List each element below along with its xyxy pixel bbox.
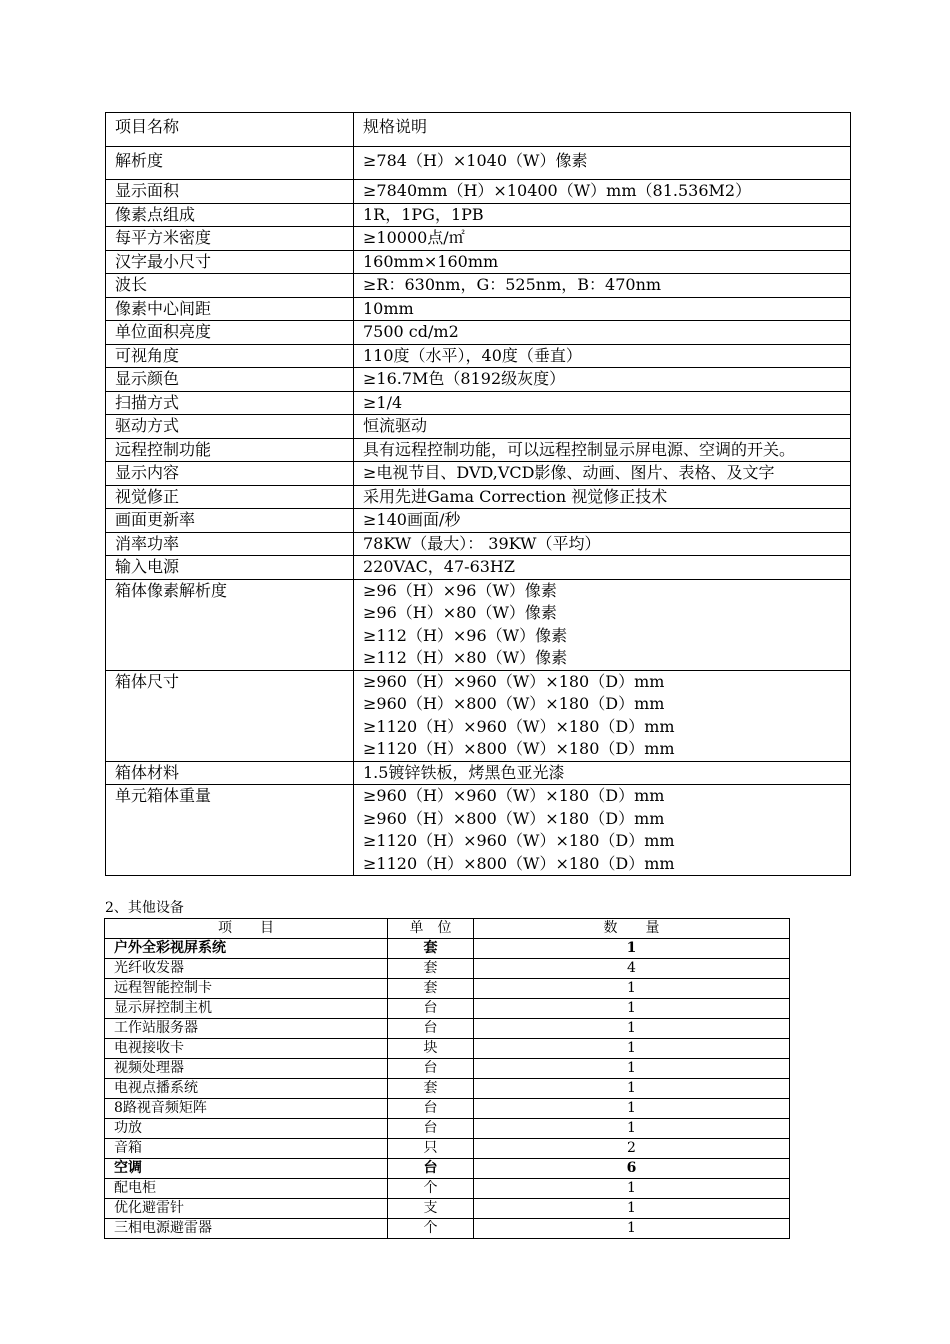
spec-row <box>106 509 851 533</box>
spec-item-name: 箱体材料 <box>106 761 354 785</box>
spec-item-value <box>354 321 851 345</box>
equipment-item-name: 三相电源避雷器 <box>105 1219 388 1239</box>
equipment-item-qty: 1 <box>474 1039 790 1059</box>
spec-item-value <box>354 180 851 204</box>
spec-item-value <box>354 462 851 486</box>
spec-value-line: 110度（水平），40度（垂直） <box>363 345 582 365</box>
spec-value-line: ≥R：630nm，G：525nm，B：470nm <box>363 275 662 294</box>
spec-item-value <box>354 203 851 227</box>
spec-value-line: ≥1120（H）×960（W）×180（D）mm <box>363 716 675 736</box>
spec-value-line: 具有远程控制功能，可以远程控制显示屏电源、空调的开关。 <box>363 439 796 459</box>
equipment-item-name: 8路视音频矩阵 <box>105 1099 388 1119</box>
equipment-item-name: 功放 <box>105 1119 388 1139</box>
equipment-row <box>105 1019 790 1039</box>
equipment-item-unit: 台 <box>388 1099 474 1119</box>
equipment-row <box>105 959 790 979</box>
equipment-item-name: 显示屏控制主机 <box>105 999 388 1019</box>
equipment-item-qty: 1 <box>474 1199 790 1219</box>
equipment-item-unit: 台 <box>388 999 474 1019</box>
spec-value-line: 220VAC，47-63HZ <box>363 557 516 576</box>
equipment-table <box>104 918 790 1239</box>
spec-item-value <box>354 532 851 556</box>
spec-table <box>105 112 851 876</box>
equipment-item-qty: 1 <box>474 1079 790 1099</box>
spec-item-value <box>354 670 851 761</box>
spec-value-line: ≥112（H）×80（W）像素 <box>363 648 568 667</box>
spec-row <box>106 227 851 251</box>
spec-table-body <box>106 113 851 876</box>
spec-row <box>106 438 851 462</box>
equipment-item-name: 视频处理器 <box>105 1059 388 1079</box>
spec-row <box>106 274 851 298</box>
equipment-row <box>105 1179 790 1199</box>
spec-header-row <box>106 113 851 147</box>
spec-item-value <box>354 485 851 509</box>
equipment-item-qty: 4 <box>474 959 790 979</box>
equipment-header-unit: 单 位 <box>388 919 474 939</box>
spec-item-name: 每平方米密度 <box>106 227 354 251</box>
equipment-row <box>105 979 790 999</box>
spec-item-name: 箱体尺寸 <box>106 670 354 761</box>
spec-item-value <box>354 415 851 439</box>
equipment-item-qty: 1 <box>474 1099 790 1119</box>
equipment-row <box>105 1039 790 1059</box>
spec-item-value <box>354 250 851 274</box>
equipment-item-name: 空调 <box>105 1159 388 1179</box>
equipment-header-item: 项 目 <box>105 919 388 939</box>
equipment-header-row <box>105 919 790 939</box>
equipment-item-unit: 台 <box>388 1059 474 1079</box>
spec-item-name: 可视角度 <box>106 344 354 368</box>
spec-item-value <box>354 274 851 298</box>
equipment-row <box>105 1139 790 1159</box>
spec-item-name: 单位面积亮度 <box>106 321 354 345</box>
spec-header-spec: 规格说明 <box>354 113 851 147</box>
spec-item-value <box>354 146 851 180</box>
equipment-item-qty: 1 <box>474 1059 790 1079</box>
spec-value-line: 采用先进Gama Correction 视觉修正技术 <box>363 486 668 506</box>
spec-item-name: 波长 <box>106 274 354 298</box>
spec-item-name: 像素中心间距 <box>106 297 354 321</box>
equipment-item-qty: 1 <box>474 979 790 999</box>
equipment-row <box>105 999 790 1019</box>
equipment-item-name: 电视点播系统 <box>105 1079 388 1099</box>
spec-value-line: ≥96（H）×80（W）像素 <box>363 603 557 622</box>
spec-item-value <box>354 761 851 785</box>
spec-item-name: 像素点组成 <box>106 203 354 227</box>
spec-value-line: ≥电视节目、DVD,VCD影像、动画、图片、表格、及文字 <box>363 463 775 482</box>
equipment-item-unit: 套 <box>388 979 474 999</box>
spec-item-name: 显示内容 <box>106 462 354 486</box>
spec-item-value <box>354 785 851 876</box>
spec-row <box>106 462 851 486</box>
spec-item-value <box>354 297 851 321</box>
spec-row <box>106 180 851 204</box>
equipment-row <box>105 1099 790 1119</box>
spec-item-name: 远程控制功能 <box>106 438 354 462</box>
spec-item-name: 单元箱体重量 <box>106 785 354 876</box>
spec-value-line: 1R，1PG，1PB <box>363 204 484 224</box>
spec-item-name: 扫描方式 <box>106 391 354 415</box>
equipment-item-name: 音箱 <box>105 1139 388 1159</box>
equipment-table-body <box>105 939 790 1239</box>
spec-item-value <box>354 368 851 392</box>
spec-row <box>106 761 851 785</box>
spec-row <box>106 203 851 227</box>
equipment-row <box>105 1199 790 1219</box>
spec-value-line: ≥16.7M色（8192级灰度） <box>363 369 566 388</box>
spec-item-name: 驱动方式 <box>106 415 354 439</box>
spec-value-line: ≥784（H）×1040（W）像素 <box>363 150 588 170</box>
equipment-item-unit: 支 <box>388 1199 474 1219</box>
equipment-row <box>105 1059 790 1079</box>
spec-row <box>106 670 851 761</box>
spec-value-line: ≥10000点/㎡ <box>363 228 465 247</box>
spec-value-line: ≥1120（H）×800（W）×180（D）mm <box>363 739 675 758</box>
spec-item-value <box>354 509 851 533</box>
spec-row <box>106 368 851 392</box>
equipment-item-unit: 个 <box>388 1219 474 1239</box>
spec-value-line: 1.5镀锌铁板，烤黑色亚光漆 <box>363 762 565 782</box>
spec-row <box>106 532 851 556</box>
spec-item-value <box>354 227 851 251</box>
spec-row <box>106 321 851 345</box>
equipment-item-unit: 台 <box>388 1119 474 1139</box>
spec-row <box>106 785 851 876</box>
equipment-item-unit: 套 <box>388 959 474 979</box>
spec-item-name: 箱体像素解析度 <box>106 579 354 670</box>
spec-header-name: 项目名称 <box>106 113 354 147</box>
spec-item-name: 消率功率 <box>106 532 354 556</box>
spec-item-name: 显示面积 <box>106 180 354 204</box>
spec-row <box>106 415 851 439</box>
spec-value-line: ≥960（H）×800（W）×180（D）mm <box>363 694 665 713</box>
equipment-item-unit: 块 <box>388 1039 474 1059</box>
equipment-row <box>105 1119 790 1139</box>
equipment-item-qty: 1 <box>474 939 790 959</box>
spec-value-line: 恒流驱动 <box>363 416 428 435</box>
spec-item-name: 输入电源 <box>106 556 354 580</box>
spec-item-name: 解析度 <box>106 146 354 180</box>
equipment-item-name: 远程智能控制卡 <box>105 979 388 999</box>
spec-item-name: 画面更新率 <box>106 509 354 533</box>
spec-value-line: ≥7840mm（H）×10400（W）mm（81.536M2） <box>363 181 752 200</box>
spec-value-line: 7500 cd/m2 <box>363 322 459 341</box>
equipment-item-qty: 6 <box>474 1159 790 1179</box>
equipment-item-unit: 套 <box>388 939 474 959</box>
spec-item-value <box>354 579 851 670</box>
equipment-item-unit: 只 <box>388 1139 474 1159</box>
spec-item-value <box>354 391 851 415</box>
equipment-row <box>105 1079 790 1099</box>
spec-value-line: ≥960（H）×800（W）×180（D）mm <box>363 808 665 828</box>
equipment-item-name: 电视接收卡 <box>105 1039 388 1059</box>
equipment-item-name: 工作站服务器 <box>105 1019 388 1039</box>
equipment-item-qty: 1 <box>474 999 790 1019</box>
equipment-item-unit: 套 <box>388 1079 474 1099</box>
spec-item-name: 视觉修正 <box>106 485 354 509</box>
spec-value-line: 160mm×160mm <box>363 251 499 271</box>
spec-row <box>106 579 851 670</box>
equipment-item-qty: 1 <box>474 1019 790 1039</box>
spec-item-value <box>354 438 851 462</box>
spec-item-value <box>354 556 851 580</box>
spec-row <box>106 297 851 321</box>
spec-item-name: 显示颜色 <box>106 368 354 392</box>
equipment-item-name: 光纤收发器 <box>105 959 388 979</box>
spec-value-line: ≥112（H）×96（W）像素 <box>363 625 568 645</box>
equipment-row <box>105 1159 790 1179</box>
spec-row <box>106 344 851 368</box>
equipment-row <box>105 1219 790 1239</box>
spec-row <box>106 250 851 274</box>
equipment-item-name: 配电柜 <box>105 1179 388 1199</box>
equipment-item-name: 优化避雷针 <box>105 1199 388 1219</box>
equipment-item-qty: 2 <box>474 1139 790 1159</box>
spec-row <box>106 146 851 180</box>
spec-row <box>106 485 851 509</box>
equipment-item-unit: 个 <box>388 1179 474 1199</box>
spec-value-line: 10mm <box>363 298 414 318</box>
spec-value-line: ≥1120（H）×960（W）×180（D）mm <box>363 831 675 850</box>
equipment-item-qty: 1 <box>474 1219 790 1239</box>
spec-value-line: ≥140画面/秒 <box>363 510 461 529</box>
equipment-header-qty: 数 量 <box>474 919 790 939</box>
equipment-item-name: 户外全彩视屏系统 <box>105 939 388 959</box>
spec-value-line: ≥960（H）×960（W）×180（D）mm <box>363 671 665 691</box>
spec-value-line: ≥1/4 <box>363 392 403 412</box>
spec-value-line: ≥960（H）×960（W）×180（D）mm <box>363 786 665 805</box>
spec-item-value <box>354 344 851 368</box>
equipment-item-unit: 台 <box>388 1159 474 1179</box>
spec-value-line: 78KW（最大）： 39KW（平均） <box>363 533 601 553</box>
equipment-caption: 2、其他设备 <box>105 900 184 916</box>
equipment-item-unit: 台 <box>388 1019 474 1039</box>
equipment-item-qty: 1 <box>474 1119 790 1139</box>
spec-value-line: ≥1120（H）×800（W）×180（D）mm <box>363 853 675 873</box>
spec-item-name: 汉字最小尺寸 <box>106 250 354 274</box>
spec-value-line: ≥96（H）×96（W）像素 <box>363 580 557 600</box>
equipment-item-qty: 1 <box>474 1179 790 1199</box>
spec-row <box>106 391 851 415</box>
spec-row <box>106 556 851 580</box>
equipment-row <box>105 939 790 959</box>
